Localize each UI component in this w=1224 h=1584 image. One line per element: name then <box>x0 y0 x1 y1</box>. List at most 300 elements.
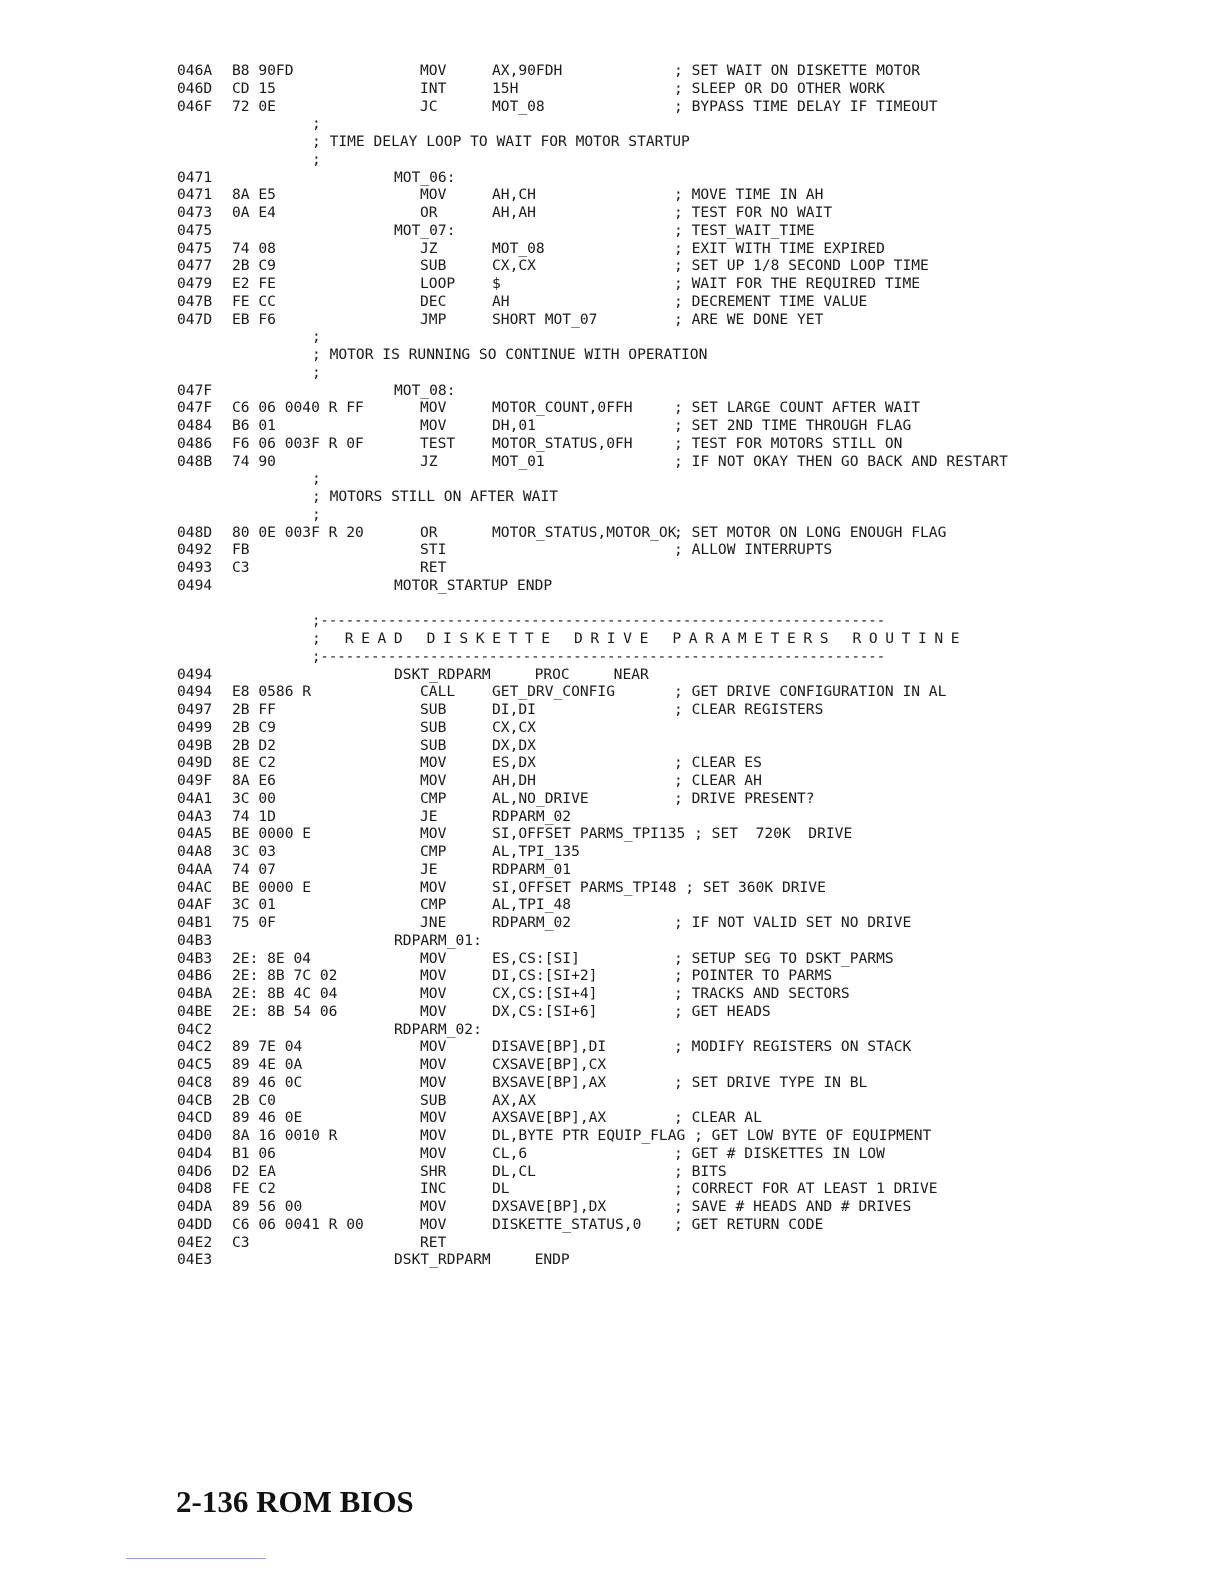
label: RDPARM_01: <box>394 931 482 949</box>
address: 04BE <box>177 1002 213 1020</box>
address: 0492 <box>177 541 213 559</box>
machine-code: 2B C0 <box>232 1091 276 1109</box>
mnemonic: SUB <box>420 736 447 754</box>
label: MOT_06: <box>394 168 456 186</box>
machine-code: 2E: 8B 4C 04 <box>232 985 338 1002</box>
operand: DISAVE[BP],DI <box>492 1038 607 1056</box>
machine-code: CD 15 <box>232 79 276 97</box>
address: 04A8 <box>177 843 213 860</box>
machine-code: 2B D2 <box>232 736 276 754</box>
comment: ; POINTER TO PARMS <box>674 967 833 985</box>
operand: AL,TPI_48 <box>492 896 572 914</box>
label: MOTOR_STARTUP ENDP <box>394 576 553 594</box>
listing-line <box>0 1234 1224 1252</box>
mnemonic: JZ <box>420 239 438 257</box>
address: 0479 <box>177 275 213 292</box>
listing-line <box>0 186 1224 204</box>
address: 04B1 <box>177 914 213 931</box>
label: DSKT_RDPARM ENDP <box>394 1251 570 1269</box>
machine-code: 3C 03 <box>232 843 276 860</box>
mnemonic: JNE <box>420 914 447 931</box>
listing-line <box>0 151 1224 169</box>
listing-line <box>0 879 1224 897</box>
listing-line <box>0 896 1224 914</box>
listing-line <box>0 488 1224 506</box>
address: 04DD <box>177 1215 213 1233</box>
operand: AH,CH <box>492 186 536 204</box>
operand: MOT_01 <box>492 452 545 470</box>
mnemonic: CMP <box>420 843 447 860</box>
address: 0477 <box>177 257 213 275</box>
operand: DH,01 <box>492 417 536 434</box>
listing-line <box>0 666 1224 684</box>
operand: MOTOR_STATUS,MOTOR_OK <box>492 523 677 541</box>
mnemonic: MOV <box>420 985 447 1002</box>
listing-line <box>0 1163 1224 1181</box>
section-title: ; READ DISKETTE DRIVE PARAMETERS ROUTINE <box>312 630 968 647</box>
listing-line <box>0 470 1224 488</box>
address: 04B6 <box>177 967 213 985</box>
mnemonic: MOV <box>420 1215 447 1233</box>
machine-code: FE CC <box>232 292 276 310</box>
address: 047F <box>177 381 213 399</box>
listing-line <box>0 1109 1224 1127</box>
listing-line <box>0 524 1224 542</box>
machine-code: 2E: 8E 04 <box>232 949 312 967</box>
address: 047D <box>177 310 213 328</box>
listing-line <box>0 950 1224 968</box>
mnemonic: JC <box>420 97 438 115</box>
comment: ; DECREMENT TIME VALUE <box>674 292 868 310</box>
comment: ; BYPASS TIME DELAY IF TIMEOUT <box>674 97 938 115</box>
operand: DL <box>492 1180 510 1198</box>
address: 0471 <box>177 168 213 186</box>
operand: DI,DI <box>492 701 536 718</box>
comment: ; GET RETURN CODE <box>674 1215 824 1233</box>
mnemonic: OR <box>420 523 438 541</box>
machine-code: EB F6 <box>232 310 276 328</box>
operand: GET_DRV_CONFIG <box>492 683 616 701</box>
address: 04BA <box>177 985 213 1002</box>
address: 047F <box>177 399 213 417</box>
listing-line <box>0 1092 1224 1110</box>
listing-line <box>0 595 1224 613</box>
mnemonic: MOV <box>420 1073 447 1091</box>
listing-line <box>0 346 1224 364</box>
machine-code: 2B C9 <box>232 718 276 736</box>
listing-line <box>0 843 1224 861</box>
mnemonic: CMP <box>420 789 447 807</box>
operand: SI,OFFSET PARMS_TPI48 ; SET 360K DRIVE <box>492 878 826 896</box>
machine-code: E2 FE <box>232 275 276 292</box>
mnemonic: JE <box>420 860 438 878</box>
comment: ; DRIVE PRESENT? <box>674 789 815 807</box>
separator-line: ;------------------------------------------------------------------- <box>312 648 886 665</box>
listing-line <box>0 701 1224 719</box>
operand: MOT_08 <box>492 239 545 257</box>
operand: DX,DX <box>492 736 536 754</box>
address: 0484 <box>177 417 213 434</box>
label: MOT_07: <box>394 221 456 239</box>
listing-line <box>0 1216 1224 1234</box>
operand: CX,CX <box>492 257 536 275</box>
comment: ; CLEAR REGISTERS <box>674 701 824 718</box>
operand: DISKETTE_STATUS,0 <box>492 1215 642 1233</box>
machine-code: C3 <box>232 559 250 576</box>
separator-line: ;------------------------------------------------------------------- <box>312 613 886 630</box>
listing-line <box>0 1180 1224 1198</box>
machine-code: 72 0E <box>232 97 276 115</box>
address: 04A5 <box>177 825 213 843</box>
operand: DX,CS:[SI+6] <box>492 1002 598 1020</box>
address: 049D <box>177 754 213 772</box>
operand: AH,DH <box>492 772 536 789</box>
listing-line <box>0 293 1224 311</box>
listing-line <box>0 328 1224 346</box>
comment: ; IF NOT OKAY THEN GO BACK AND RESTART <box>674 452 1008 470</box>
machine-code: 89 46 0E <box>232 1109 303 1127</box>
operand: MOTOR_COUNT,0FFH <box>492 399 633 417</box>
listing-line <box>0 1056 1224 1074</box>
listing-line <box>0 967 1224 985</box>
machine-code: F6 06 003F R 0F <box>232 434 364 452</box>
address: 04DA <box>177 1198 213 1215</box>
machine-code: 89 7E 04 <box>232 1038 303 1056</box>
mnemonic: RET <box>420 559 447 576</box>
address: 049B <box>177 736 213 754</box>
comment: ; SAVE # HEADS AND # DRIVES <box>674 1198 912 1215</box>
comment: ; ALLOW INTERRUPTS <box>674 541 833 559</box>
address: 04CB <box>177 1091 213 1109</box>
listing-line <box>0 1003 1224 1021</box>
comment-line: ; MOTOR IS RUNNING SO CONTINUE WITH OPERATION <box>312 346 708 363</box>
address: 047B <box>177 292 213 310</box>
machine-code: BE 0000 E <box>232 825 312 843</box>
machine-code: 0A E4 <box>232 204 276 221</box>
machine-code: E8 0586 R <box>232 683 312 701</box>
mnemonic: SUB <box>420 718 447 736</box>
operand: AXSAVE[BP],AX <box>492 1109 607 1127</box>
listing-line <box>0 1127 1224 1145</box>
address: 0494 <box>177 683 213 701</box>
listing-line <box>0 683 1224 701</box>
comment: ; TEST_WAIT_TIME <box>674 221 815 239</box>
machine-code: 8E C2 <box>232 754 276 772</box>
machine-code: 74 90 <box>232 452 276 470</box>
listing-line <box>0 612 1224 630</box>
address: 04E2 <box>177 1233 213 1251</box>
mnemonic: MOV <box>420 1109 447 1127</box>
operand: DL,BYTE PTR EQUIP_FLAG ; GET LOW BYTE OF EQUIPMENT <box>492 1127 932 1144</box>
address: 04B3 <box>177 949 213 967</box>
address: 0475 <box>177 221 213 239</box>
address: 04CD <box>177 1109 213 1127</box>
address: 04AC <box>177 878 213 896</box>
mnemonic: MOV <box>420 1056 447 1073</box>
mnemonic: MOV <box>420 399 447 417</box>
address: 04D4 <box>177 1144 213 1162</box>
comment: ; SET UP 1/8 SECOND LOOP TIME <box>674 257 929 275</box>
address: 048B <box>177 452 213 470</box>
comment: ; SETUP SEG TO DSKT_PARMS <box>674 949 894 967</box>
operand: MOTOR_STATUS,0FH <box>492 434 633 452</box>
listing-line <box>0 648 1224 666</box>
address: 04B3 <box>177 931 213 949</box>
mnemonic: MOV <box>420 825 447 843</box>
operand: CXSAVE[BP],CX <box>492 1056 607 1073</box>
listing-line <box>0 1074 1224 1092</box>
machine-code: 2B C9 <box>232 257 276 275</box>
listing-line <box>0 825 1224 843</box>
mnemonic: MOV <box>420 186 447 204</box>
comment: ; GET HEADS <box>674 1002 771 1020</box>
mnemonic: SHR <box>420 1162 447 1180</box>
mnemonic: MOV <box>420 949 447 967</box>
comment-line: ; <box>312 363 321 381</box>
machine-code: FB <box>232 541 250 559</box>
comment: ; CLEAR AH <box>674 772 762 789</box>
listing-line <box>0 399 1224 417</box>
listing-line <box>0 506 1224 524</box>
mnemonic: MOV <box>420 62 447 79</box>
mnemonic: MOV <box>420 1002 447 1020</box>
listing-line <box>0 790 1224 808</box>
comment: ; CLEAR AL <box>674 1109 762 1127</box>
listing-line <box>0 382 1224 400</box>
listing-line <box>0 204 1224 222</box>
mnemonic: MOV <box>420 1144 447 1162</box>
listing-line <box>0 62 1224 80</box>
address: 048D <box>177 523 213 541</box>
operand: AX,90FDH <box>492 62 563 79</box>
operand: AH,AH <box>492 204 536 221</box>
machine-code: BE 0000 E <box>232 878 312 896</box>
comment: ; EXIT WITH TIME EXPIRED <box>674 239 885 257</box>
address: 0493 <box>177 559 213 576</box>
mnemonic: MOV <box>420 1038 447 1056</box>
comment: ; TEST FOR MOTORS STILL ON <box>674 434 903 452</box>
comment: ; MOVE TIME IN AH <box>674 186 824 204</box>
machine-code: 2E: 8B 54 06 <box>232 1002 338 1020</box>
listing-line <box>0 1145 1224 1163</box>
mnemonic: JE <box>420 807 438 825</box>
operand: SI,OFFSET PARMS_TPI135 ; SET 720K DRIVE <box>492 825 853 843</box>
machine-code: 8A E5 <box>232 186 276 204</box>
mnemonic: MOV <box>420 967 447 985</box>
address: 046F <box>177 97 213 115</box>
operand: DXSAVE[BP],DX <box>492 1198 607 1215</box>
listing-line <box>0 861 1224 879</box>
label: RDPARM_02: <box>394 1020 482 1038</box>
machine-code: 89 46 0C <box>232 1073 303 1091</box>
address: 04D0 <box>177 1127 213 1144</box>
comment: ; TEST FOR NO WAIT <box>674 204 833 221</box>
comment: ; ARE WE DONE YET <box>674 310 824 328</box>
machine-code: 2B FF <box>232 701 276 718</box>
listing-line <box>0 80 1224 98</box>
label: DSKT_RDPARM PROC NEAR <box>394 665 649 683</box>
listing-line <box>0 808 1224 826</box>
comment-line: ; <box>312 150 321 168</box>
operand: ES,CS:[SI] <box>492 949 580 967</box>
mnemonic: CMP <box>420 896 447 914</box>
listing-line <box>0 240 1224 258</box>
mnemonic: MOV <box>420 1198 447 1215</box>
label: MOT_08: <box>394 381 456 399</box>
address: 0473 <box>177 204 213 221</box>
address: 046D <box>177 79 213 97</box>
listing-line <box>0 311 1224 329</box>
mnemonic: JMP <box>420 310 447 328</box>
mnemonic: SUB <box>420 701 447 718</box>
address: 049F <box>177 772 213 789</box>
listing-line <box>0 577 1224 595</box>
address: 04AA <box>177 860 213 878</box>
machine-code: 80 0E 003F R 20 <box>232 523 364 541</box>
mnemonic: LOOP <box>420 275 456 292</box>
operand: CX,CS:[SI+4] <box>492 985 598 1002</box>
operand: MOT_08 <box>492 97 545 115</box>
operand: 15H <box>492 79 519 97</box>
address: 04D6 <box>177 1162 213 1180</box>
comment: ; WAIT FOR THE REQUIRED TIME <box>674 275 921 292</box>
listing-line <box>0 222 1224 240</box>
operand: AX,AX <box>492 1091 536 1109</box>
comment: ; SET DRIVE TYPE IN BL <box>674 1073 868 1091</box>
comment: ; SLEEP OR DO OTHER WORK <box>674 79 885 97</box>
listing-line <box>0 772 1224 790</box>
address: 0486 <box>177 434 213 452</box>
page-footer: 2-136 ROM BIOS <box>176 1484 414 1519</box>
comment: ; GET # DISKETTES IN LOW <box>674 1144 885 1162</box>
comment: ; SET 2ND TIME THROUGH FLAG <box>674 417 912 434</box>
address: 04C5 <box>177 1056 213 1073</box>
listing-line <box>0 1251 1224 1269</box>
address: 0471 <box>177 186 213 204</box>
machine-code: B1 06 <box>232 1144 276 1162</box>
operand: ES,DX <box>492 754 536 772</box>
machine-code: 74 1D <box>232 807 276 825</box>
operand: DL,CL <box>492 1162 536 1180</box>
comment-line: ; <box>312 328 321 346</box>
listing-line <box>0 1198 1224 1216</box>
operand: AL,TPI_135 <box>492 843 580 860</box>
listing-line <box>0 630 1224 648</box>
address: 04AF <box>177 896 213 914</box>
comment-line: ; <box>312 505 321 523</box>
machine-code: 8A 16 0010 R <box>232 1127 338 1144</box>
listing-line <box>0 133 1224 151</box>
address: 04A3 <box>177 807 213 825</box>
comment: ; TRACKS AND SECTORS <box>674 985 850 1002</box>
comment-line: ; TIME DELAY LOOP TO WAIT FOR MOTOR STARTUP <box>312 133 690 150</box>
listing-line <box>0 98 1224 116</box>
mnemonic: SUB <box>420 257 447 275</box>
address: 04E3 <box>177 1251 213 1269</box>
mnemonic: RET <box>420 1233 447 1251</box>
machine-code: 89 56 00 <box>232 1198 303 1215</box>
bottom-rule <box>126 1558 266 1559</box>
comment-line: ; <box>312 470 321 488</box>
operand: AH <box>492 292 510 310</box>
listing-line <box>0 914 1224 932</box>
listing-line <box>0 737 1224 755</box>
mnemonic: MOV <box>420 878 447 896</box>
comment-line: ; MOTORS STILL ON AFTER WAIT <box>312 488 559 505</box>
comment: ; CLEAR ES <box>674 754 762 772</box>
address: 04C2 <box>177 1038 213 1056</box>
mnemonic: JZ <box>420 452 438 470</box>
machine-code: 2E: 8B 7C 02 <box>232 967 338 985</box>
machine-code: 89 4E 0A <box>232 1056 303 1073</box>
mnemonic: TEST <box>420 434 456 452</box>
machine-code: C6 06 0041 R 00 <box>232 1215 364 1233</box>
machine-code: 3C 01 <box>232 896 276 914</box>
mnemonic: MOV <box>420 772 447 789</box>
operand: CL,6 <box>492 1144 528 1162</box>
mnemonic: MOV <box>420 417 447 434</box>
machine-code: 74 07 <box>232 860 276 878</box>
listing-line <box>0 932 1224 950</box>
machine-code: C6 06 0040 R FF <box>232 399 364 417</box>
address: 04C2 <box>177 1020 213 1038</box>
operand: $ <box>492 275 501 292</box>
listing-line <box>0 1038 1224 1056</box>
address: 04C8 <box>177 1073 213 1091</box>
machine-code: 3C 00 <box>232 789 276 807</box>
address: 0494 <box>177 576 213 594</box>
operand: RDPARM_01 <box>492 860 572 878</box>
operand: AL,NO_DRIVE <box>492 789 589 807</box>
comment: ; IF NOT VALID SET NO DRIVE <box>674 914 912 931</box>
listing-line <box>0 257 1224 275</box>
mnemonic: INT <box>420 79 447 97</box>
operand: SHORT MOT_07 <box>492 310 598 328</box>
mnemonic: OR <box>420 204 438 221</box>
operand: RDPARM_02 <box>492 914 572 931</box>
comment: ; BITS <box>674 1162 727 1180</box>
listing-line <box>0 719 1224 737</box>
listing-line <box>0 453 1224 471</box>
comment: ; GET DRIVE CONFIGURATION IN AL <box>674 683 947 701</box>
listing-line <box>0 275 1224 293</box>
mnemonic: MOV <box>420 754 447 772</box>
machine-code: D2 EA <box>232 1162 276 1180</box>
mnemonic: SUB <box>420 1091 447 1109</box>
mnemonic: MOV <box>420 1127 447 1144</box>
listing-line <box>0 541 1224 559</box>
mnemonic: INC <box>420 1180 447 1198</box>
mnemonic: DEC <box>420 292 447 310</box>
address: 046A <box>177 62 213 79</box>
address: 04D8 <box>177 1180 213 1198</box>
listing-line <box>0 985 1224 1003</box>
mnemonic: CALL <box>420 683 456 701</box>
machine-code: B8 90FD <box>232 62 294 79</box>
listing-line <box>0 115 1224 133</box>
address: 0475 <box>177 239 213 257</box>
listing-line <box>0 559 1224 577</box>
address: 0494 <box>177 665 213 683</box>
operand: DI,CS:[SI+2] <box>492 967 598 985</box>
machine-code: B6 01 <box>232 417 276 434</box>
operand: RDPARM_02 <box>492 807 572 825</box>
listing-line <box>0 1021 1224 1039</box>
comment: ; SET WAIT ON DISKETTE MOTOR <box>674 62 921 79</box>
mnemonic: STI <box>420 541 447 559</box>
address: 0497 <box>177 701 213 718</box>
machine-code: C3 <box>232 1233 250 1251</box>
